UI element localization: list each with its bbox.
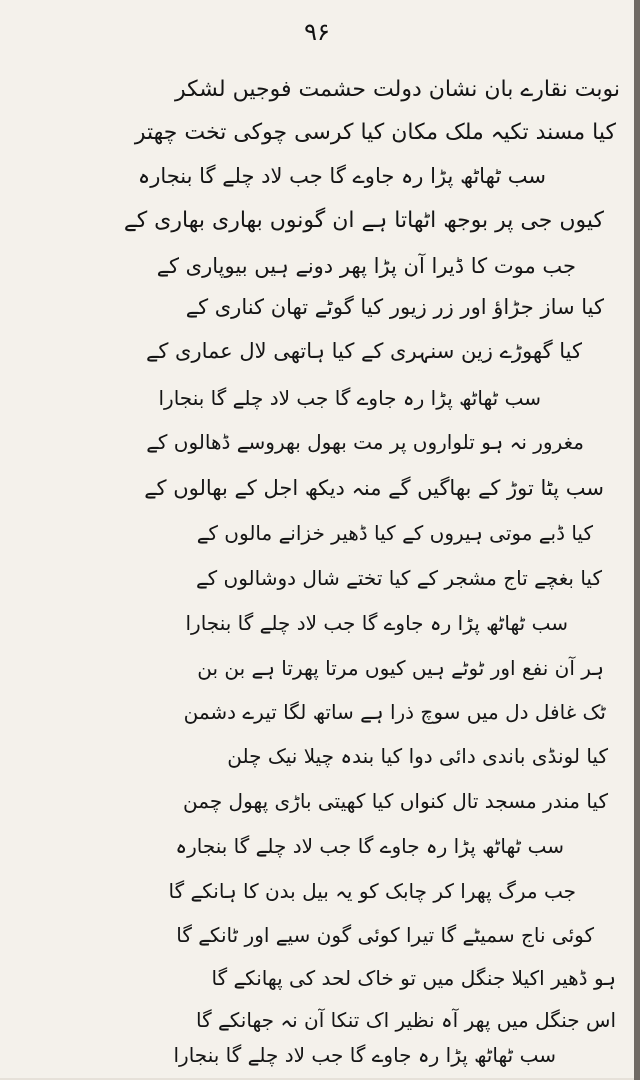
verse-line: ہر آن نفع اور ٹوٹے ہیں کیوں مرتا پھرتا ہے بن بن: [197, 656, 604, 680]
verse-line: کیا ڈبے موتی ہیروں کے کیا ڈھیر خزانے مالوں کے: [196, 521, 593, 545]
verse-line: نوبت نقارے بان نشان دولت حشمت فوجیں لشکر: [175, 77, 620, 102]
verse-line refrain-line: سب ٹھاٹھ پڑا رہ جاوے گا جب لاد چلے گا بنجارہ: [137, 164, 546, 188]
verse-line: کیا بغچے تاج مشجر کے کیا تختے شال دوشالوں کے: [195, 566, 602, 590]
verse-line: کیا مندر مسجد تال کنواں کیا کھیتی باڑی پھول چمن: [183, 789, 608, 813]
verse-line: کیا مسند تکیہ ملک مکان کیا کرسی چوکی تخت چھتر: [134, 120, 616, 145]
verse-line refrain-line: سب ٹھاٹھ پڑا رہ جاوے گا جب لاد چلے گا بنجارہ: [175, 834, 564, 858]
verse-line: جب موت کا ڈیرا آن پڑا پھر دونے ہیں بیوپاری کے: [156, 254, 576, 278]
page-number: ۹۶: [304, 18, 330, 46]
verse-line: ہو ڈھیر اکیلا جنگل میں تو خاک لحد کی پھانکے گا: [211, 966, 616, 990]
verse-line: کیا گھوڑے زین سنہری کے کیا ہاتھی لال عماری کے: [146, 339, 582, 363]
verse-line refrain-line: سب ٹھاٹھ پڑا رہ جاوے گا جب لاد چلے گا بنجارا: [158, 386, 541, 410]
verse-line: مغرور نہ ہو تلواروں پر مت بھول بھروسے ڈھالوں کے: [146, 430, 584, 454]
verse-line: کیا لونڈی باندی دائی دوا کیا بندہ چیلا نیک چلن: [227, 744, 608, 768]
verse-line: جب مرگ پھرا کر چابک کو یہ بیل بدن کا ہانکے گا: [168, 879, 576, 903]
verse-line: سب پٹا توڑ کے بھاگیں گے منہ دیکھ اجل کے بھالوں کے: [144, 476, 604, 500]
verse-line: کوئی ناج سمیٹے گا تیرا کوئی گون سیے اور ٹانکے گا: [176, 923, 594, 947]
verse-line: کیوں جی پر بوجھ اٹھاتا ہے ان گونوں بھاری بھاری کے: [123, 208, 604, 233]
verse-line: ٹک غافل دل میں سوچ ذرا ہے ساتھ لگا تیرے دشمن: [183, 700, 606, 724]
verse-line refrain-line: سب ٹھاٹھ پڑا رہ جاوے گا جب لاد چلے گا بنجارا: [173, 1043, 556, 1067]
verse-line: کیا ساز جڑاؤ اور زر زیور کیا گوٹے تھان کناری کے: [185, 295, 604, 319]
verse-line refrain-line: سب ٹھاٹھ پڑا رہ جاوے گا جب لاد چلے گا بنجارا: [185, 611, 568, 635]
verse-line: اس جنگل میں پھر آہ نظیر اک تنکا آن نہ جھانکے گا: [196, 1008, 616, 1032]
